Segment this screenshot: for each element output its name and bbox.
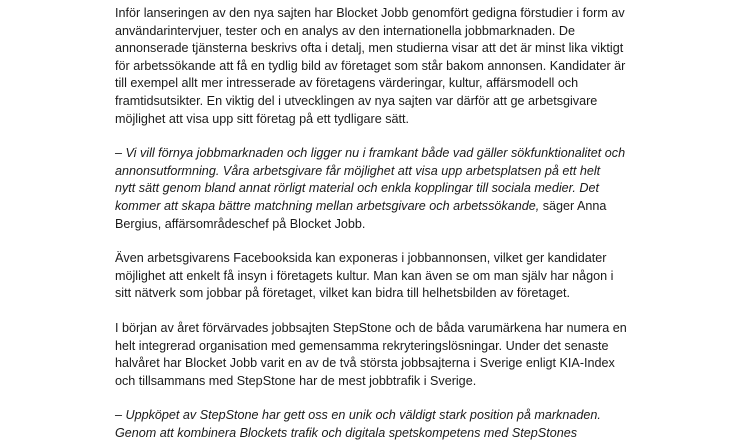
text-line: sitt nätverk som jobbar på företaget, vilket kan bidra till helhetsbilden av företaget. — [115, 286, 571, 301]
text-line: för arbetssökande att få en tydlig bild av företaget som står bakom annonsen. Kandidater är — [115, 58, 626, 73]
text-line: annonserade tjänsterna beskrivs ofta i detalj, men studierna visar att det är minst lika viktigt — [115, 41, 624, 56]
quote-line: – Uppköpet av StepStone har gett oss en unik och väldigt stark position på marknaden. — [115, 408, 601, 423]
text-line: Inför lanseringen av den nya sajten har Blocket Jobb genomfört gedigna förstudier i form av — [115, 6, 625, 20]
quote-line: annonsutformning. Våra arbetsgivare får möjlighet att visa upp arbetsplatsen på ett helt — [115, 163, 601, 178]
text-line: framtidsutsikter. En viktig del i utvecklingen av nya sajten var därför att ge arbetsgivare — [115, 93, 598, 108]
quote-line: – Vi vill förnya jobbmarknaden och ligger nu i framkant både vad gäller sökfunktionalitet och — [115, 146, 626, 161]
attribution-fragment: säger Anna — [539, 198, 607, 213]
paragraph-quote-bergius — [115, 145, 746, 233]
quote-fragment: kommer att skapa bättre matchning mellan arbetsgivare och arbetssökande, — [115, 198, 540, 213]
quote-line: Genom att kombinera Blockets trafik och digitala spetskompetens med StepStones — [115, 425, 578, 440]
mixed-line — [115, 198, 746, 216]
text-line: och tillsammans med StepStone har de mest jobbtrafik i Sverige. — [115, 373, 477, 388]
text-line: till exempel allt mer intresserade av företagens värderingar, kultur, affärsmodell och — [115, 76, 579, 91]
text-line: Även arbetsgivarens Facebooksida kan exponeras i jobbannonsen, vilket ger kandidater — [115, 251, 607, 266]
text-line: I början av året förvärvades jobbsajten StepStone och de båda varumärkena har numera en — [115, 320, 627, 335]
text-line: möjlighet att visa upp sitt företag på ett tydligare sätt. — [115, 111, 410, 126]
quote-line: nytt sätt genom bland annat rörligt material och enkla kopplingar till sociala medier. Det — [115, 181, 599, 196]
text-line: halvåret har Blocket Jobb varit en av de två största jobbsajterna i Sverige enligt KIA-Index — [115, 356, 615, 371]
paragraph-stepstone — [115, 320, 746, 390]
text-line: möjlighet att enkelt få insyn i företagets kultur. Man kan även se om man själv har någon i — [115, 268, 614, 283]
document-page — [115, 5, 746, 442]
attribution-line: Bergius, affärsområdeschef på Blocket Jobb. — [115, 216, 366, 231]
paragraph-launch — [115, 5, 746, 128]
paragraph-facebook — [115, 250, 746, 303]
paragraph-quote-acquisition — [115, 407, 746, 442]
text-line: helt integrerad organisation med gemensamma rekryteringslösningar. Under det senaste — [115, 338, 609, 353]
text-line: användarintervjuer, tester och en analys av den internationella jobbmarknaden. De — [115, 23, 575, 38]
